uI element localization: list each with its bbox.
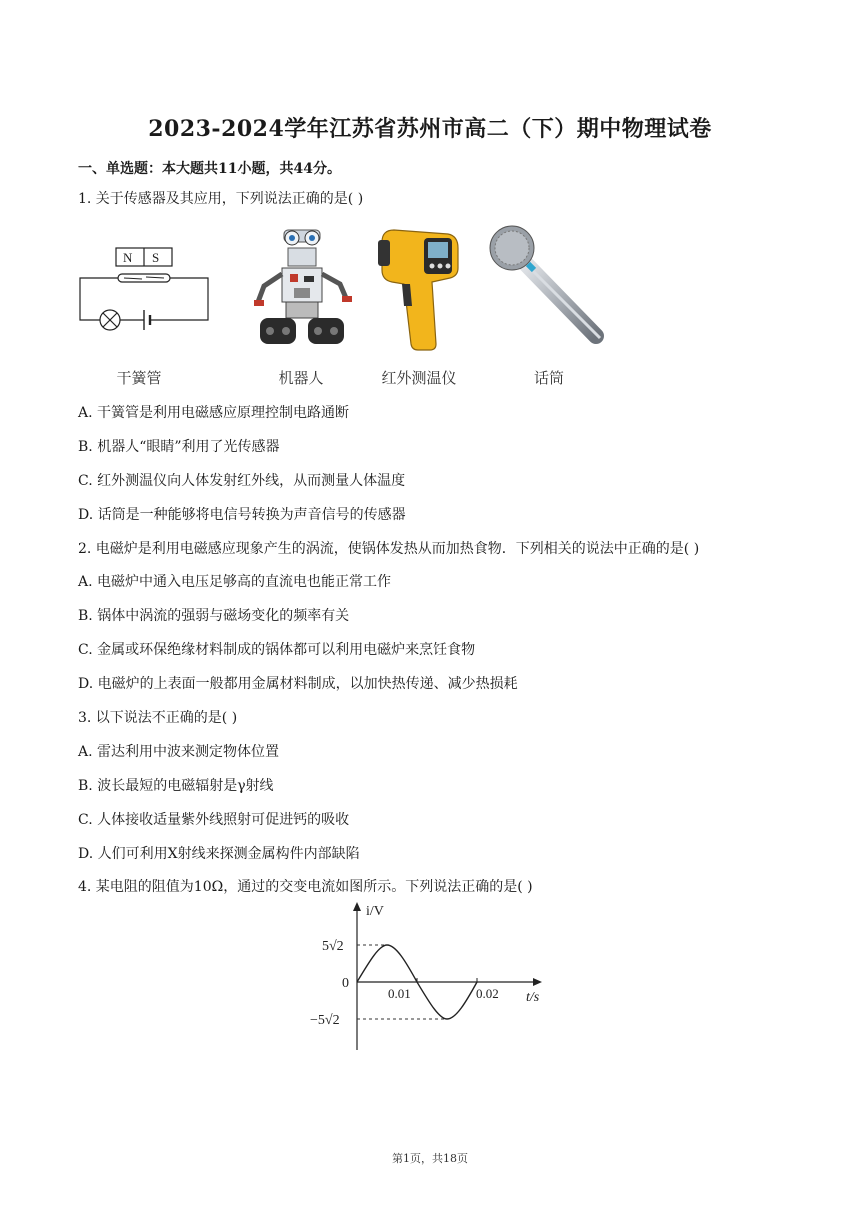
q3-option-a: A. 雷达利用中波来测定物体位置 [78, 744, 280, 760]
q3-option-d: D. 人们可利用X射线来探测金属构件内部缺陷 [78, 846, 360, 862]
graph-y-arrow [353, 902, 361, 911]
q2-option-c: C. 金属或环保绝缘材料制成的锅体都可以利用电磁炉来烹饪食物 [78, 642, 476, 658]
graph-y-label: i/V [366, 904, 384, 919]
section-heading: 一、单选题：本大题共11小题，共44分。 [78, 161, 341, 177]
q2-option-a: A. 电磁炉中通入电压足够高的直流电也能正常工作 [78, 574, 392, 590]
magnet-n-label: N [123, 250, 133, 265]
caption-reed-switch: 干簧管 [116, 369, 162, 387]
reed-switch-circuit-figure [74, 238, 214, 338]
robot-figure [246, 224, 356, 354]
q1-option-c: C. 红外测温仪向人体发射红外线，从而测量人体温度 [78, 473, 406, 489]
q1-option-b: B. 机器人“眼睛”利用了光传感器 [78, 439, 280, 455]
q3-option-b: B. 波长最短的电磁辐射是γ射线 [78, 778, 274, 794]
microphone-figure [484, 224, 614, 354]
question-4-stem: 4. 某电阻的阻值为10Ω，通过的交变电流如图所示。下列说法正确的是( ) [78, 879, 533, 895]
caption-robot: 机器人 [278, 369, 324, 387]
q1-option-a: A. 干簧管是利用电磁感应原理控制电路通断 [78, 405, 350, 421]
graph-x-tick-2: 0.02 [476, 986, 499, 1001]
page-title: 2023-2024学年江苏省苏州市高二（下）期中物理试卷 [148, 116, 712, 142]
q1-option-d: D. 话筒是一种能够将电信号转换为声音信号的传感器 [78, 507, 406, 523]
graph-origin-label: 0 [342, 976, 349, 991]
caption-microphone: 话筒 [533, 369, 564, 387]
graph-x-label: t/s [526, 990, 540, 1005]
question-2-stem: 2. 电磁炉是利用电磁感应现象产生的涡流，使锅体发热从而加热食物．下列相关的说法中正确的是( ) [78, 541, 700, 557]
question-1-figures [74, 224, 634, 394]
q2-option-d: D. 电磁炉的上表面一般都用金属材料制成，以加快热传递、减少热损耗 [78, 676, 518, 692]
page-footer: 第1页，共18页 [392, 1152, 468, 1165]
graph-x-arrow [533, 978, 542, 986]
graph-y-neg-label: −5√2 [310, 1013, 340, 1028]
graph-y-pos-label: 5√2 [322, 939, 344, 954]
caption-infrared-thermometer: 红外测温仪 [381, 369, 457, 387]
question-3-stem: 3. 以下说法不正确的是( ) [78, 710, 238, 726]
ac-current-graph [300, 898, 560, 1058]
q3-option-c: C. 人体接收适量紫外线照射可促进钙的吸收 [78, 812, 350, 828]
magnet-s-label: S [152, 250, 160, 265]
question-1-stem: 1. 关于传感器及其应用，下列说法正确的是( ) [78, 191, 364, 207]
infrared-thermometer-figure [374, 226, 464, 356]
graph-x-tick-1: 0.01 [388, 986, 411, 1001]
q2-option-b: B. 锅体中涡流的强弱与磁场变化的频率有关 [78, 608, 350, 624]
